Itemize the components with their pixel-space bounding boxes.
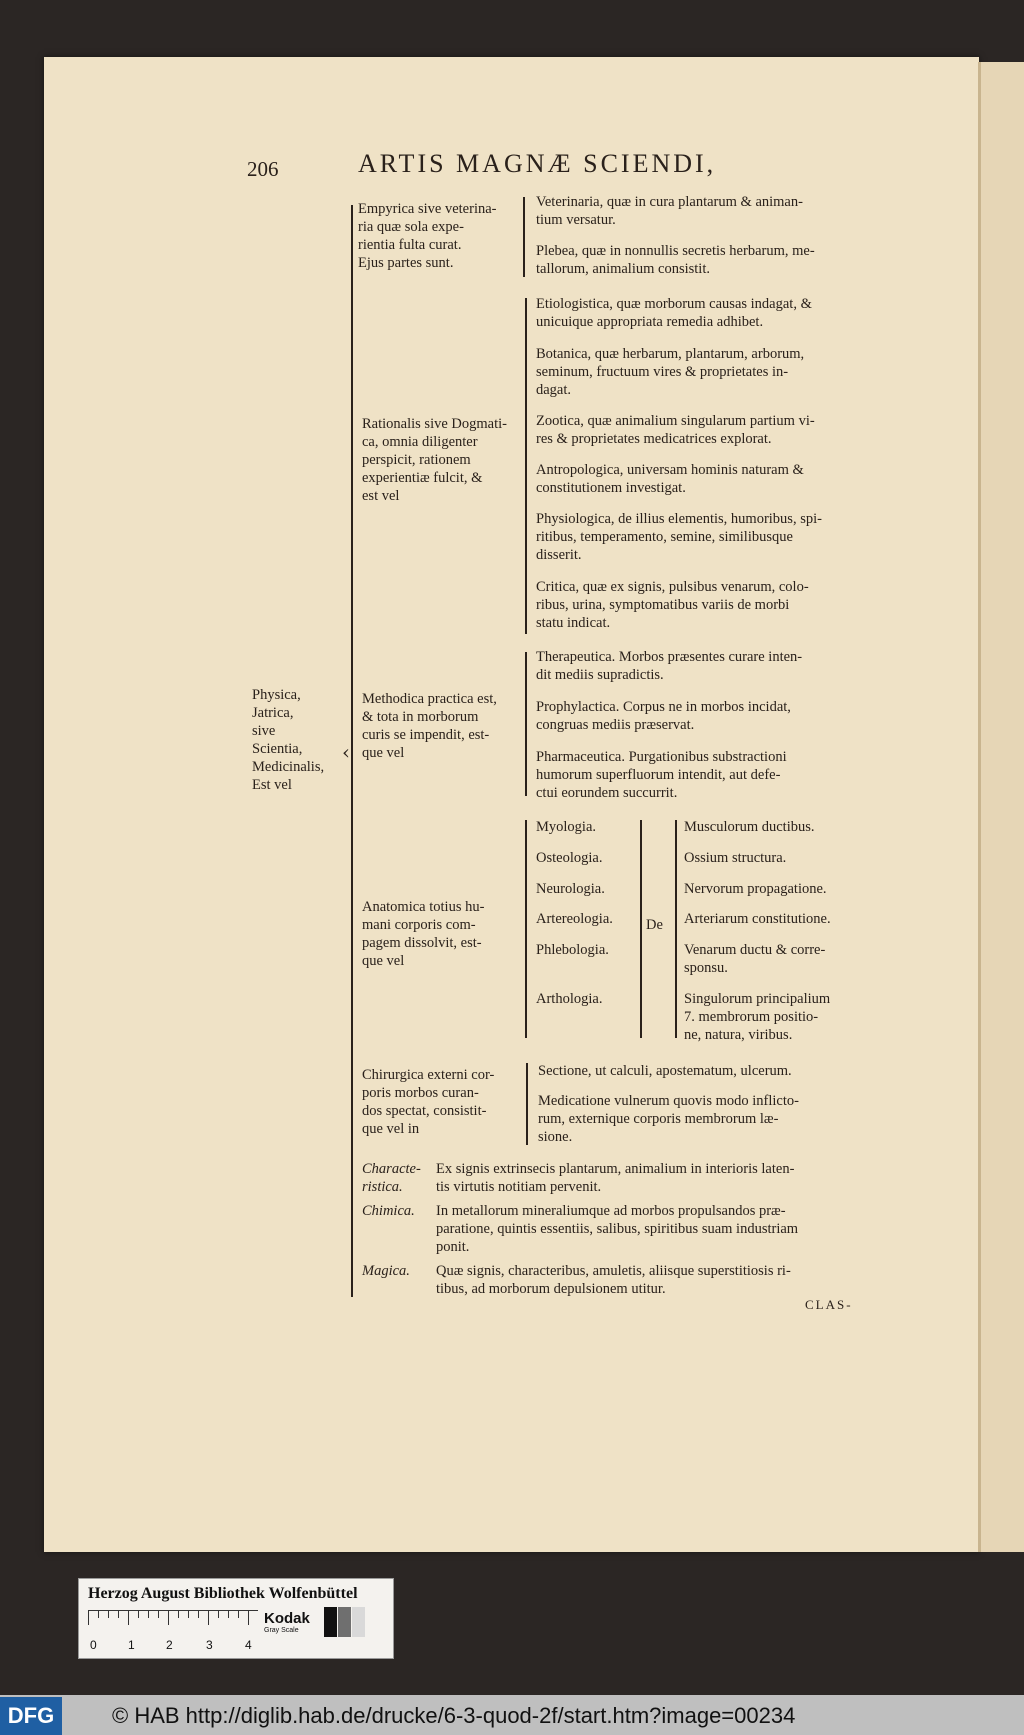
empyrica-label: Empyrica sive veterina- ria quæ sola expe- rientia fulta curat. Ejus partes sunt. [358,201,497,271]
catchword: CLAS- [805,1297,853,1312]
chirurgica-label: Chirurgica externi cor- poris morbos curan- dos spectat, consistit- que vel in [362,1067,495,1137]
characteristica-text: Ex signis extrinsecis plantarum, animalium in interioris laten- tis virtutis notitiam pervenit. [436,1161,795,1195]
anatomica-inner-brace-right [675,820,677,1038]
rationalis-brace [525,298,527,634]
gray-patch-mid [338,1607,351,1637]
chirurgica-brace [526,1063,528,1145]
methodica-part-3: Pharmaceutica. Purgationibus substractioni humorum superfluorum intendit, aut defe- ctui eorundem succurrit. [536,749,787,801]
anatomica-part-5: Phlebologia. [536,942,609,958]
magica-label: Magica. [362,1263,410,1279]
ruler-number: 4 [245,1638,252,1652]
methodica-brace [525,652,527,796]
anatomica-part-6: Arthologia. [536,991,603,1007]
chirurgica-part-2: Medicatione vulnerum quovis modo inflicto- rum, externique corporis membrorum læ- sione. [538,1093,799,1145]
empyrica-brace [523,197,525,277]
rationalis-part-2: Botanica, quæ herbarum, plantarum, arborum, seminum, fructuum vires & proprietates in- dagat. [536,346,805,398]
magica-text: Quæ signis, characteribus, amuletis, aliisque superstitiosis ri- tibus, ad morborum depulsionem utitur. [436,1263,791,1297]
rationalis-part-6: Critica, quæ ex signis, pulsibus venarum, colo- ribus, urina, symptomatibus variis de morbi statu indicat. [536,579,809,631]
methodica-part-1: Therapeutica. Morbos præsentes curare inten- dit mediis supradictis. [536,649,803,683]
anatomica-label: Anatomica totius hu- mani corporis com- pagem dissolvit, est- que vel [362,899,485,969]
ruler-number: 3 [206,1638,213,1652]
rationalis-part-3: Zootica, quæ animalium singularum partium vi- res & proprietates medicatrices explorat. [536,413,815,447]
anatomica-object-6: Singulorum principalium 7. membrorum positio- ne, natura, viribus. [684,991,831,1043]
anatomica-part-3: Neurologia. [536,881,605,897]
anatomica-part-2: Osteologia. [536,850,603,866]
anatomica-inner-brace-left [640,820,642,1038]
anatomica-brace [525,820,527,1038]
running-head: ARTIS MAGNÆ SCIENDI, [358,149,717,178]
book-page [44,57,979,1552]
kodak-brand: Kodak [264,1610,310,1627]
chirurgica-part-1: Sectione, ut calculi, apostematum, ulcerum. [538,1063,792,1079]
rationalis-part-4: Antropologica, universam hominis naturam & constitutionem investigat. [536,462,804,496]
rationalis-part-5: Physiologica, de illius elementis, humoribus, spi- ritibus, temperamento, semine, similibusque disserit. [536,511,822,563]
rationalis-label: Rationalis sive Dogmati- ca, omnia diligenter perspicit, rationem experientiæ fulcit, & est vel [362,416,507,504]
gutter-edge [978,62,981,1552]
anatomica-part-4: Artereologia. [536,911,613,927]
chimica-text: In metallorum mineraliumque ad morbos propulsandos præ- paratione, quintis essentiis, salibus, spiritibus suam industriam ponit. [436,1203,799,1255]
anatomica-object-5: Venarum ductu & corre- sponsu. [684,942,826,976]
anatomica-object-3: Nervorum propagatione. [684,881,827,897]
ruler-number: 1 [128,1638,135,1652]
anatomica-object-2: Ossium structura. [684,850,787,866]
ruler-number: 0 [90,1638,97,1652]
main-brace-point: ‹ [342,740,350,764]
methodica-label: Methodica practica est, & tota in morborum curis se impendit, est- que vel [362,691,497,761]
ruler [88,1610,258,1633]
anatomica-object-1: Musculorum ductibus. [684,819,815,835]
rationalis-part-1: Etiologistica, quæ morborum causas indagat, & unicuique appropriata remedia adhibet. [536,296,812,330]
institution-name: Herzog August Bibliothek Wolfenbüttel [88,1585,358,1602]
page-number: 206 [247,157,279,181]
gray-patch-light [352,1607,365,1637]
methodica-part-2: Prophylactica. Corpus ne in morbos incidat, congruas mediis præservat. [536,699,791,733]
ruler-number: 2 [166,1638,173,1652]
empyrica-part-2: Plebea, quæ in nonnullis secretis herbarum, me- tallorum, animalium consistit. [536,243,815,277]
characteristica-label: Characte- ristica. [362,1161,421,1195]
gray-patch-black [324,1607,337,1637]
facing-page-edge [978,62,1024,1552]
anatomica-part-1: Myologia. [536,819,597,835]
root-label: Physica, Jatrica, sive Scientia, Medicinalis, Est vel [252,687,325,793]
anatomica-connector: De [646,917,663,933]
chimica-label: Chimica. [362,1203,415,1219]
main-brace [351,205,353,1297]
dfg-logo: DFG [0,1697,62,1735]
gray-scale-label: Gray Scale [264,1627,299,1634]
anatomica-object-4: Arteriarum constitutione. [684,911,831,927]
empyrica-part-1: Veterinaria, quæ in cura plantarum & animan- tium versatur. [536,194,803,228]
copyright-url[interactable]: © HAB http://diglib.hab.de/drucke/6-3-quod-2f/start.htm?image=00234 [112,1703,796,1728]
